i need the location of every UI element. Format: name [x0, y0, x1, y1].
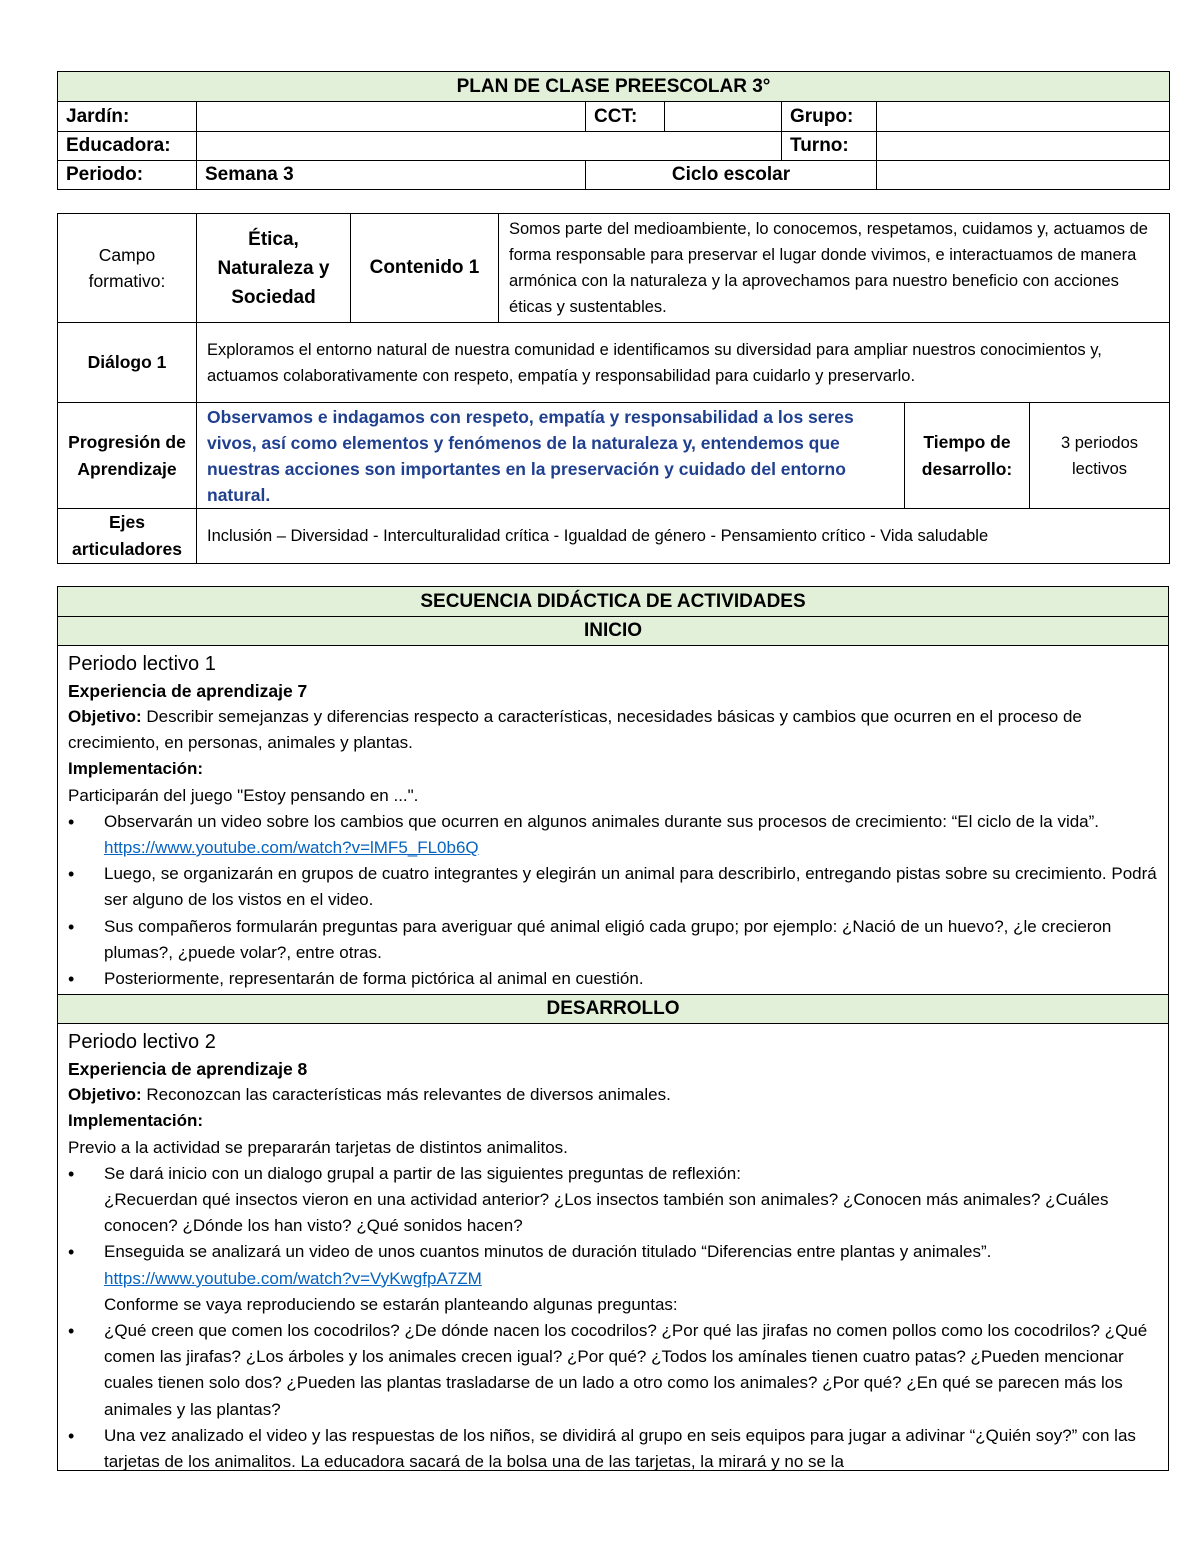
- plan-title: PLAN DE CLASE PREESCOLAR 3°: [58, 72, 1170, 102]
- secuencia-table: [57, 586, 1169, 1471]
- ejes-value: Inclusión – Diversidad - Interculturalidad crítica - Igualdad de género - Pensamiento crítico - Vida saludable: [197, 509, 1170, 564]
- grupo-label: Grupo:: [782, 102, 877, 132]
- list-item: • Observarán un video sobre los cambios que ocurren en algunos animales durante sus procesos de crecimiento: “El ciclo de la vida”. https://www.youtube.com/watch?v=lMF5_FL0b6Q: [68, 809, 1158, 861]
- list-item: • Enseguida se analizará un video de unos cuantos minutos de duración titulado “Diferencias entre plantas y animales”. https://www.youtube.com/watch?v=VyKwgfpA7ZM Conforme se vaya reproduciendo se estarán planteando algunas preguntas:: [68, 1239, 1158, 1318]
- desarrollo-content: [58, 1024, 1169, 1471]
- header-table: [57, 71, 1170, 190]
- progresion-label: Progresión de Aprendizaje: [58, 403, 197, 509]
- inicio-intro: Participarán del juego "Estoy pensando en ...".: [68, 785, 419, 805]
- list-item: • ¿Qué creen que comen los cocodrilos? ¿De dónde nacen los cocodrilos? ¿Por qué las jirafas no comen pollos como los cocodrilos? ¿Qué comen las jirafas? ¿Los árboles y los animales crecen igual? ¿Por qué? ¿Todos los amínales tienen cuatro patas? ¿Pueden mencionar cuales tienen solo dos? ¿Pueden las plantas trasladarse de un lado a otro como los animales? ¿Por qué? ¿En qué se parecen más los animales y las plantas?: [68, 1318, 1158, 1423]
- desarrollo-implementacion-label: Implementación:: [68, 1111, 204, 1131]
- dialogo-text: Exploramos el entorno natural de nuestra comunidad e identificamos su diversidad para ampliar nuestros conocimientos y, actuamos colaborativamente con respeto, empatía y responsabilidad para cuidarlo y preservarlo.: [197, 323, 1170, 403]
- cct-field[interactable]: [665, 102, 782, 132]
- video-link[interactable]: https://www.youtube.com/watch?v=VyKwgfpA7ZM: [104, 1268, 482, 1288]
- inicio-header: INICIO: [58, 617, 1169, 646]
- campo-value: Ética, Naturaleza y Sociedad: [197, 214, 351, 323]
- desarrollo-objetivo: Objetivo: Reconozcan las características más relevantes de diversos animales.: [68, 1085, 671, 1105]
- contenido-text: Somos parte del medioambiente, lo conocemos, respetamos, cuidamos y, actuamos de forma responsable para preservar el lugar donde vivimos, e interactuamos de manera armónica con la naturaleza y la aprovechamos para nuestro beneficio con acciones éticas y sustentables.: [499, 214, 1170, 323]
- list-item: • Una vez analizado el video y las respuestas de los niños, se dividirá al grupo en seis equipos para jugar a adivinar “¿Quién soy?” con las tarjetas de los animalitos. La educadora sacará de la bolsa una de las tarjetas, la mirará y no se la: [68, 1423, 1158, 1470]
- ciclo-label: Ciclo escolar: [586, 161, 877, 190]
- turno-field[interactable]: [877, 132, 1170, 161]
- video-link[interactable]: https://www.youtube.com/watch?v=lMF5_FL0b6Q: [104, 838, 479, 858]
- jardin-field[interactable]: [197, 102, 586, 132]
- tiempo-value: 3 periodos lectivos: [1030, 403, 1170, 509]
- desarrollo-periodo: Periodo lectivo 2: [68, 1031, 216, 1054]
- desarrollo-list: [68, 1161, 1158, 1470]
- list-item: • Se dará inicio con un dialogo grupal a partir de las siguientes preguntas de reflexión: ¿Recuerdan qué insectos vieron en una actividad anterior? ¿Los insectos también son animales? ¿Conocen más animales? ¿Cuáles conocen? ¿Dónde los han visto? ¿Qué sonidos hacen?: [68, 1161, 1158, 1240]
- grupo-field[interactable]: [877, 102, 1170, 132]
- dialogo-label: Diálogo 1: [58, 323, 197, 403]
- desarrollo-header: DESARROLLO: [58, 995, 1169, 1024]
- list-item: • Posteriormente, representarán de forma pictórica al animal en cuestión.: [68, 966, 1158, 992]
- list-item: • Luego, se organizarán en grupos de cuatro integrantes y elegirán un animal para describirlo, entregando pistas sobre su crecimiento. Podrá ser alguno de los vistos en el video.: [68, 861, 1158, 913]
- educadora-label: Educadora:: [58, 132, 197, 161]
- cct-label: CCT:: [586, 102, 665, 132]
- inicio-objetivo: Objetivo: Describir semejanzas y diferencias respecto a características, necesidades básicas y cambios que ocurren en el proceso de crecimiento, en personas, animales y plantas.: [68, 707, 1082, 753]
- campo-label: Campo formativo:: [58, 214, 197, 323]
- plan-table: [57, 213, 1170, 564]
- inicio-implementacion-label: Implementación:: [68, 759, 204, 779]
- periodo-field[interactable]: Semana 3: [197, 161, 586, 190]
- desarrollo-intro: Previo a la actividad se prepararán tarjetas de distintos animalitos.: [68, 1137, 568, 1157]
- desarrollo-experiencia: Experiencia de aprendizaje 8: [68, 1059, 308, 1080]
- jardin-label: Jardín:: [58, 102, 197, 132]
- periodo-label: Periodo:: [58, 161, 197, 190]
- secuencia-title: SECUENCIA DIDÁCTICA DE ACTIVIDADES: [58, 587, 1169, 617]
- educadora-field[interactable]: [197, 132, 782, 161]
- inicio-list: [68, 809, 1158, 992]
- inicio-experiencia: Experiencia de aprendizaje 7: [68, 681, 308, 701]
- inicio-content: [58, 646, 1169, 995]
- ejes-label: Ejes articuladores: [58, 509, 197, 564]
- tiempo-label: Tiempo de desarrollo:: [905, 403, 1030, 509]
- list-item: • Sus compañeros formularán preguntas para averiguar qué animal eligió cada grupo; por ejemplo: ¿Nació de un huevo?, ¿le crecieron plumas?, ¿puede volar?, entre otras.: [68, 914, 1158, 966]
- turno-label: Turno:: [782, 132, 877, 161]
- progresion-text: Observamos e indagamos con respeto, empatía y responsabilidad a los seres vivos, así como elementos y fenómenos de la naturaleza y, entendemos que nuestras acciones son importantes en la preservación y cuidado del entorno natural.: [197, 403, 905, 509]
- ciclo-field[interactable]: [877, 161, 1170, 190]
- inicio-periodo: Periodo lectivo 1: [68, 653, 216, 675]
- contenido-label: Contenido 1: [351, 214, 499, 323]
